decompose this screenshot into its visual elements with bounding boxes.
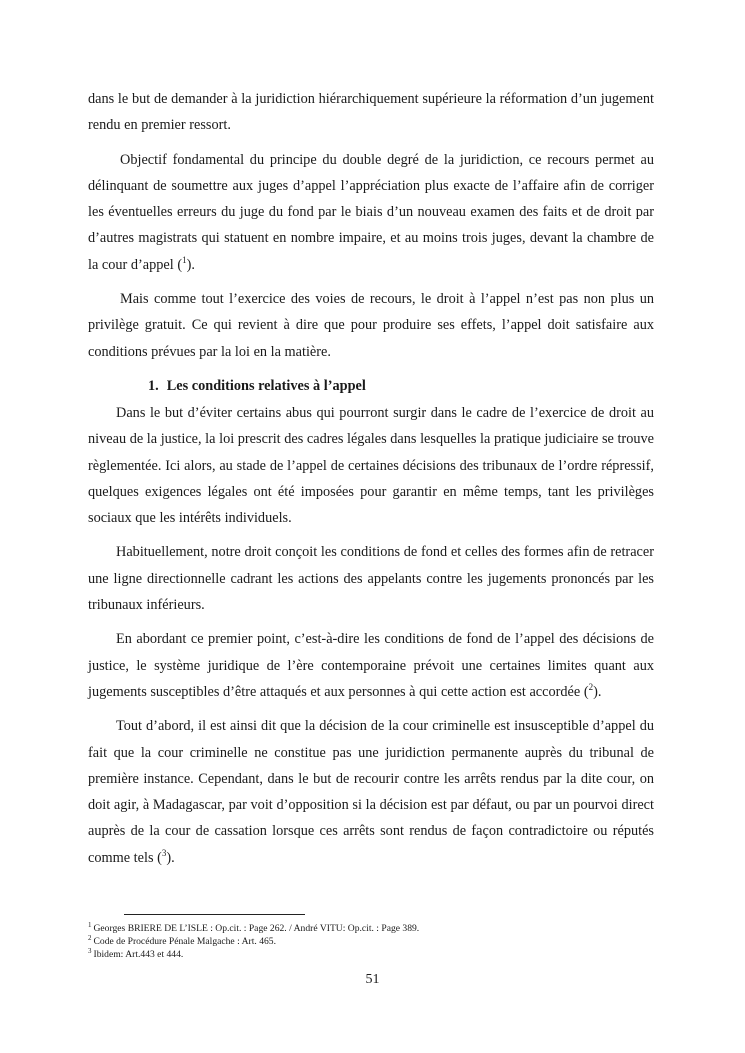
footnote: $^1$ Georges BRIERE DE L’ISLE : Op.cit. : Page 262. / André VITU: Op.cit. : Page 389. <box>88 920 420 934</box>
paragraph-7: Tout d’abord, il est ainsi dit que la décision de la cour criminelle est insusceptible d’appel du fait que la cour criminelle ne constitue pas une juridiction permanente auprès du tribunal de première instance. Cependant, dans le but de recourir contre les arrêts rendus par la dite cour, on doit agir, à Madagascar, par voit d’opposition si la décision est par défaut, ou par un pourvoi direct auprès de la cour de cassation lorsque ces arrêts sont rendus de façon contradictoire ou réputés comme tels ($^3$). <box>88 718 654 866</box>
footnote-ref-1: 1 <box>182 255 187 266</box>
footnote-ref-2: 2 <box>588 682 594 693</box>
footnotes <box>88 922 654 961</box>
section-title: Les conditions relatives à l’appel <box>166 377 366 394</box>
section-number: 1. <box>148 377 159 394</box>
footnote: $^3$ Ibidem: Art.443 et 444. <box>88 946 184 960</box>
paragraph-2: Objectif fondamental du principe du double degré de la juridiction, ce recours permet au délinquant de soumettre aux juges d’appel l’appréciation plus exacte de l’affaire afin de corriger les éventuelles erreurs du juge du fond par le biais d’un nouveau examen des faits et de droit par d’autres magistrats qui statuent en nombre impaire, et au moins trois juges, devant la chambre de la cour d’appel ($^1$). <box>88 151 654 273</box>
section-heading <box>148 373 654 399</box>
paragraph-4: Dans le but d’éviter certains abus qui pourront surgir dans le cadre de l’exercice de droit au niveau de la justice, la loi prescrit des cadres légales dans lesquelles la pratique judiciaire se trouve règlementée. Ici alors, au stade de l’appel de certaines décisions des tribunaux de l’ordre répressif, quelques exigences légales ont été imposées pour garantir en même temps, tant les privilèges sociaux que les intérêts individuels. <box>88 404 654 527</box>
paragraph-1: dans le but de demander à la juridiction hiérarchiquement supérieure la réformation d’un jugement rendu en premier ressort. <box>88 91 654 134</box>
footnote-ref-3: 3 <box>161 847 167 858</box>
paragraph-5: Habituellement, notre droit conçoit les conditions de fond et celles des formes afin de retracer une ligne directionnelle cadrant les actions des appelants contre les jugements prononcés par les tribunaux inférieurs. <box>88 544 654 614</box>
footnote-separator <box>124 914 305 915</box>
paragraph-6: En abordant ce premier point, c’est-à-dire les conditions de fond de l’appel des décisions de justice, le système juridique de l’ère contemporaine prévoit une certaines limites quant aux jugements susceptibles d’être attaqués et aux personnes à qui cette action est accordée ($^2$). <box>88 631 654 700</box>
paragraph-3: Mais comme tout l’exercice des voies de recours, le droit à l’appel n’est pas non plus un privilège gratuit. Ce qui revient à dire que pour produire ses effets, l’appel doit satisfaire aux conditions prévues par la loi en la matière. <box>88 291 654 360</box>
footnote: $^2$ Code de Procédure Pénale Malgache : Art. 465. <box>88 933 276 947</box>
document-body <box>88 86 654 879</box>
page-number: 51 <box>365 972 380 987</box>
